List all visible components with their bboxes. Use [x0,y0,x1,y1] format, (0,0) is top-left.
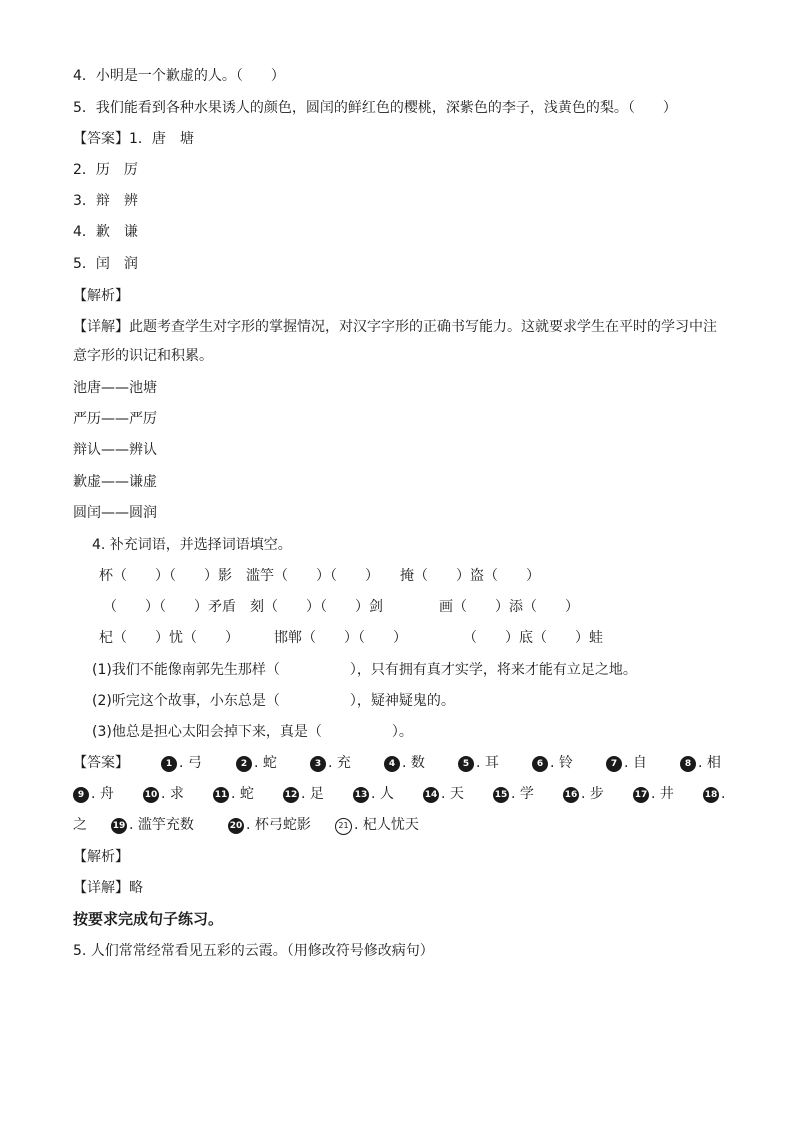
answer-dot: . [354,817,359,833]
answer-number-badge: 1 [161,756,177,772]
answer-dot: . [246,817,251,833]
answer-item [161,752,202,774]
answer-text: 杞人忧天 [358,817,419,833]
answer-number-badge: 17 [633,787,649,803]
answer-text: 蛇 [258,755,277,771]
answer-dot: . [511,786,516,802]
answer-row-3 [73,814,723,836]
answer-number-badge: 2 [236,756,252,772]
answer-dot: . [581,786,586,802]
answer-label: 【答案】 [73,131,129,147]
question-5-new: 5. 人们常常经常看见五彩的云霞。（用修改符号修改病句） [73,943,434,959]
answer-5: 5．闰 润 [73,256,138,272]
answer-number-badge: 10 [143,787,159,803]
answer-text: 耳 [480,755,499,771]
answer-item [680,752,721,774]
answer-item [563,783,604,805]
answer-number-badge: 21 [335,818,352,835]
answer-text: 井 [655,786,674,802]
answer-number-badge: 13 [353,787,369,803]
answer-text: 铃 [554,755,573,771]
answer-item [73,814,87,836]
answer-number-badge: 20 [228,818,244,834]
answer-dot: . [328,755,333,771]
answer-item [633,783,674,805]
answer-number-badge: 11 [213,787,229,803]
answer-item [493,783,534,805]
answer-item [384,752,425,774]
answer-number-badge: 19 [111,818,127,834]
answer-text: 相 [702,755,721,771]
answer-text: 数 [406,755,425,771]
correction-2: 严历——严厉 [73,411,157,427]
answer-row-2 [73,783,726,805]
answer-item [213,783,254,805]
answer-item [423,783,464,805]
answer-number-badge: 18 [703,787,719,803]
detail-short: 【详解】略 [73,880,143,896]
answer-text: 舟 [95,786,114,802]
answer-text: 杯弓蛇影 [250,817,311,833]
correction-4: 歉虚——谦虚 [73,474,157,490]
answer-item [532,752,573,774]
answer-item [111,814,194,836]
answer-dot: . [476,755,481,771]
fill-sentence-3: (3)他总是担心太阳会掉下来，真是（ ）。 [92,724,413,740]
answer-number-badge: 8 [680,756,696,772]
answer-text: 滥竽充数 [133,817,194,833]
fill-sentence-1: (1)我们不能像南郭先生那样（ ），只有拥有真才实学，将来才能有立足之地。 [92,662,637,678]
analysis-label-2: 【解析】 [73,849,129,865]
answer-dot: . [550,755,555,771]
answer-item [283,783,324,805]
answer-dot: . [231,786,236,802]
answer-2: 2．历 厉 [73,162,138,178]
correction-5: 圆闰——圆润 [73,505,157,521]
answer-number-badge: 6 [532,756,548,772]
answer-item [143,783,184,805]
answer-item [335,814,419,836]
fill-sentence-2: (2)听完这个故事，小东总是（ ），疑神疑鬼的。 [92,693,455,709]
answer-text: 求 [165,786,184,802]
answer-dot: . [254,755,259,771]
correction-3: 辩认——辨认 [73,442,157,458]
answer-number-badge: 7 [606,756,622,772]
answer-dot: . [129,817,134,833]
answer-label-2: 【答案】 [73,755,129,771]
correction-1: 池唐——池塘 [73,380,157,396]
question-4-previous: 4．小明是一个歉虚的人。（ ） [73,68,285,84]
idiom-row-1: 杯（ ）（ ）影 滥竽（ ）（ ） 掩（ ）盗（ ） [99,568,540,584]
detail-line-1: 【详解】此题考查学生对字形的掌握情况，对汉字字形的正确书写能力。这就要求学生在平时的学习中注 [73,319,717,335]
answer-number-badge: 4 [384,756,400,772]
question-5-previous: 5．我们能看到各种水果诱人的颜色，圆闰的鲜红色的樱桃，深紫色的李子，浅黄色的梨。（ ） [73,100,677,116]
answer-number-badge: 16 [563,787,579,803]
analysis-label: 【解析】 [73,288,129,304]
answer-dot: . [402,755,407,771]
answer-text: 天 [445,786,464,802]
answer-text: 充 [332,755,351,771]
answer-dot: . [371,786,376,802]
answer-text: 弓 [183,755,202,771]
answer-dot: . [301,786,306,802]
answer-item [236,752,277,774]
answer-text: 学 [515,786,534,802]
answer-number-badge: 14 [423,787,439,803]
answer-text: 蛇 [235,786,254,802]
answer-item [228,814,311,836]
answer-dot: . [624,755,629,771]
idiom-row-3: 杞（ ）忧（ ） 邯郸（ ）（ ） （ ）底（ ）蛙 [99,630,603,646]
answer-item [458,752,499,774]
answer-text: 自 [628,755,647,771]
answer-item [73,783,114,805]
answer-text: 步 [585,786,604,802]
detail-line-2: 意字形的识记和积累。 [73,348,213,364]
answer-text: 人 [375,786,394,802]
answer-item [353,783,394,805]
answer-number-badge: 15 [493,787,509,803]
answer-dot: . [698,755,703,771]
answer-dot: . [651,786,656,802]
answer-1: 1．唐 塘 [129,131,194,147]
answer-item [703,783,725,805]
idiom-row-2: （ ）（ ）矛盾 刻（ ）（ ）剑 画（ ）添（ ） [103,599,579,615]
answer-item [606,752,647,774]
answer-line-1 [73,129,194,149]
section-title: 按要求完成句子练习。 [73,910,224,928]
answer-dot: . [161,786,166,802]
answer-item [310,752,351,774]
answer-row-1 [73,752,723,774]
answer-number-badge: 5 [458,756,474,772]
answer-text: 足 [305,786,324,802]
answer-dot: . [91,786,96,802]
answer-dot: . [179,755,184,771]
answer-number-badge: 9 [73,787,89,803]
answer-dot: . [721,786,726,802]
answer-number-badge: 3 [310,756,326,772]
answer-4: 4．歉 谦 [73,224,138,240]
question-4-title: 4. 补充词语，并选择词语填空。 [92,537,292,553]
answer-3: 3．辩 辨 [73,193,138,209]
answer-number-badge: 12 [283,787,299,803]
answer-text: 之 [73,817,87,833]
answer-dot: . [441,786,446,802]
